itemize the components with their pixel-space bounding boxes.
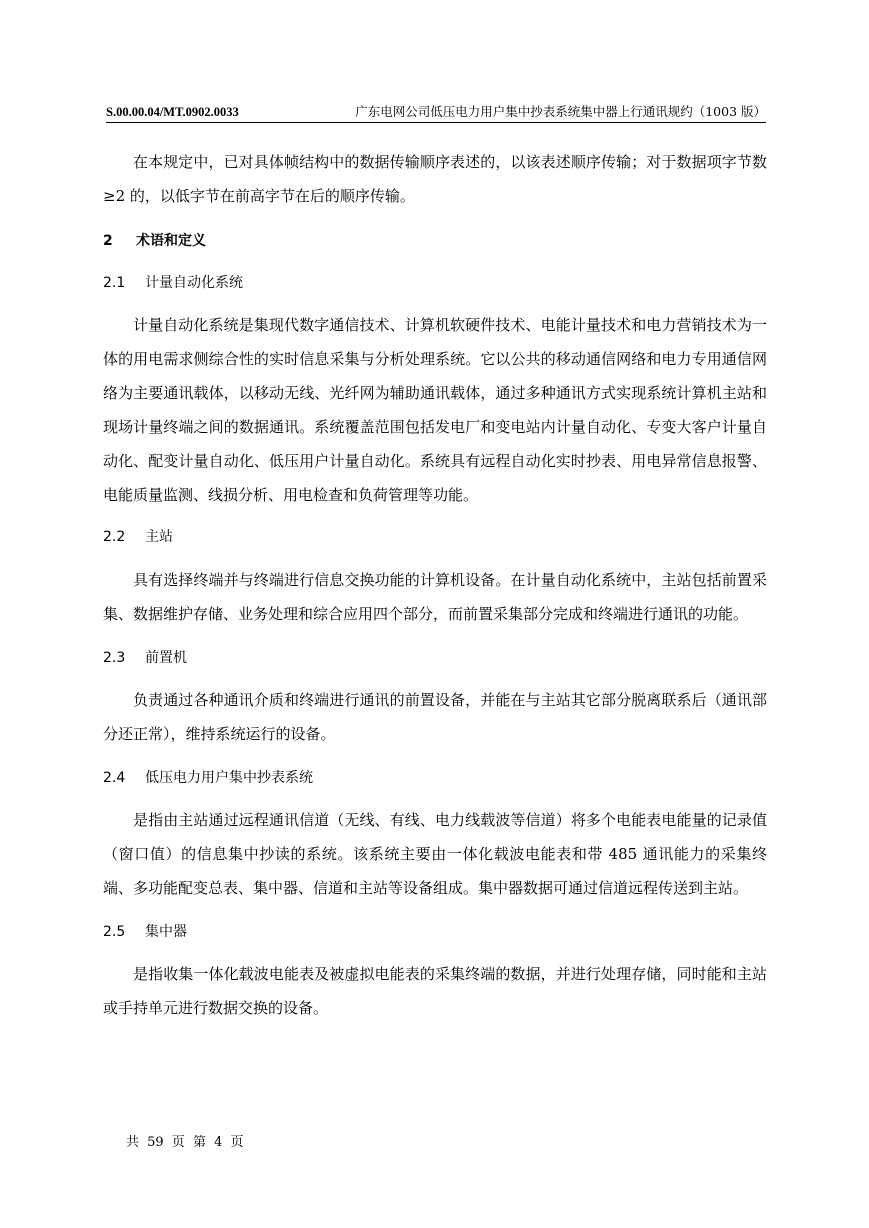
subsection-title: 计量自动化系统 (145, 275, 243, 291)
subsection-title: 前置机 (145, 650, 187, 666)
section-number: 2 (103, 233, 113, 249)
subsection-paragraph-2-4: 是指由主站通过远程通讯信道（无线、有线、电力线载波等信道）将多个电能表电能量的记录值（窗口值）的信息集中抄读的系统。该系统主要由一体化载波电能表和带 485 通讯能力的采集终端、多功能配变总表、集中器、信道和主站等设备组成。集中器数据可通过信道远程传送到主站。 (103, 811, 767, 897)
page-header (106, 104, 766, 123)
intro-paragraph: 在本规定中，已对具体帧结构中的数据传输顺序表述的，以该表述顺序传输；对于数据项字节数≥2 的，以低字节在前高字节在后的顺序传输。 (103, 153, 767, 205)
document-code: S.00.00.04/MT.0902.0033 (106, 105, 239, 119)
subsection-heading-2-3 (103, 648, 187, 668)
section-title: 术语和定义 (136, 233, 206, 249)
subsection-paragraph-2-5: 是指收集一体化载波电能表及被虚拟电能表的采集终端的数据，并进行处理存储，同时能和主站或手持单元进行数据交换的设备。 (103, 965, 767, 1017)
subsection-title: 主站 (145, 529, 173, 545)
subsection-heading-2-5 (103, 922, 187, 942)
subsection-number: 2.1 (103, 275, 126, 291)
subsection-number: 2.5 (103, 924, 126, 940)
subsection-heading-2-2 (103, 527, 173, 547)
subsection-paragraph-2-3: 负责通过各种通讯介质和终端进行通讯的前置设备，并能在与主站其它部分脱离联系后（通讯部分还正常），维持系统运行的设备。 (103, 691, 767, 743)
subsection-number: 2.4 (103, 770, 126, 786)
section-heading (103, 231, 206, 251)
subsection-number: 2.2 (103, 529, 126, 545)
subsection-paragraph-2-2: 具有选择终端并与终端进行信息交换功能的计算机设备。在计量自动化系统中，主站包括前置采集、数据维护存储、业务处理和综合应用四个部分，而前置采集部分完成和终端进行通讯的功能。 (103, 571, 767, 623)
subsection-paragraph-2-1: 计量自动化系统是集现代数字通信技术、计算机软硬件技术、电能计量技术和电力营销技术为一体的用电需求侧综合性的实时信息采集与分析处理系统。它以公共的移动通信网络和电力专用通信网络为主要通讯载体，以移动无线、光纤网为辅助通讯载体，通过多种通讯方式实现系统计算机主站和现场计量终端之间的数据通讯。系统覆盖范围包括发电厂和变电站内计量自动化、专变大客户计量自动化、配变计量自动化、低压用户计量自动化。系统具有远程自动化实时抄表、用电异常信息报警、电能质量监测、线损分析、用电检查和负荷管理等功能。 (103, 316, 767, 504)
page-footer: 共 59 页 第 4 页 (126, 1135, 244, 1150)
subsection-title: 集中器 (145, 924, 187, 940)
subsection-number: 2.3 (103, 650, 126, 666)
subsection-title: 低压电力用户集中抄表系统 (145, 770, 313, 786)
subsection-heading-2-1 (103, 273, 243, 293)
document-title: 广东电网公司低压电力用户集中抄表系统集中器上行通讯规约（1003 版） (355, 104, 766, 119)
subsection-heading-2-4 (103, 768, 313, 788)
